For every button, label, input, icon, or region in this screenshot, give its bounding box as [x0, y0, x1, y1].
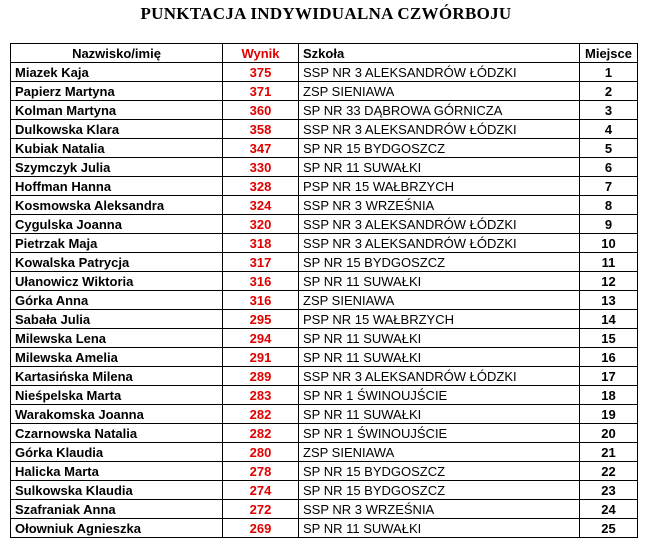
- name-cell: Kosmowska Aleksandra: [11, 196, 223, 215]
- name-cell: Kowalska Patrycja: [11, 253, 223, 272]
- name-cell: Dulkowska Klara: [11, 120, 223, 139]
- table-row: [11, 462, 638, 481]
- place-cell: 21: [580, 443, 638, 462]
- school-cell: ZSP SIENIAWA: [299, 443, 580, 462]
- school-cell: ZSP SIENIAWA: [299, 291, 580, 310]
- table-row: [11, 139, 638, 158]
- table-row: [11, 310, 638, 329]
- score-cell: 330: [223, 158, 299, 177]
- school-cell: SP NR 15 BYDGOSZCZ: [299, 253, 580, 272]
- name-cell: Warakomska Joanna: [11, 405, 223, 424]
- score-cell: 328: [223, 177, 299, 196]
- school-cell: SSP NR 3 ALEKSANDRÓW ŁÓDZKI: [299, 120, 580, 139]
- results-table: [10, 43, 638, 538]
- school-cell: SP NR 11 SUWAŁKI: [299, 272, 580, 291]
- name-cell: Szymczyk Julia: [11, 158, 223, 177]
- school-cell: SP NR 11 SUWAŁKI: [299, 348, 580, 367]
- place-cell: 4: [580, 120, 638, 139]
- school-cell: PSP NR 15 WAŁBRZYCH: [299, 177, 580, 196]
- table-row: [11, 253, 638, 272]
- place-cell: 12: [580, 272, 638, 291]
- place-cell: 15: [580, 329, 638, 348]
- place-cell: 18: [580, 386, 638, 405]
- table-row: [11, 234, 638, 253]
- school-cell: SP NR 11 SUWAŁKI: [299, 329, 580, 348]
- table-row: [11, 272, 638, 291]
- score-cell: 375: [223, 63, 299, 82]
- table-row: [11, 63, 638, 82]
- school-cell: SSP NR 3 ALEKSANDRÓW ŁÓDZKI: [299, 215, 580, 234]
- header-place: Miejsce: [580, 44, 638, 63]
- school-cell: SP NR 1 ŚWINOUJŚCIE: [299, 386, 580, 405]
- place-cell: 7: [580, 177, 638, 196]
- name-cell: Milewska Lena: [11, 329, 223, 348]
- page-title: PUNKTACJA INDYWIDUALNA CZWÓRBOJU: [140, 4, 512, 23]
- school-cell: SP NR 11 SUWAŁKI: [299, 519, 580, 538]
- score-cell: 371: [223, 82, 299, 101]
- score-cell: 280: [223, 443, 299, 462]
- school-cell: SP NR 33 DĄBROWA GÓRNICZA: [299, 101, 580, 120]
- score-cell: 320: [223, 215, 299, 234]
- name-cell: Kolman Martyna: [11, 101, 223, 120]
- table-row: [11, 196, 638, 215]
- name-cell: Milewska Amelia: [11, 348, 223, 367]
- place-cell: 9: [580, 215, 638, 234]
- score-cell: 318: [223, 234, 299, 253]
- school-cell: SSP NR 3 ALEKSANDRÓW ŁÓDZKI: [299, 63, 580, 82]
- table-body: [11, 63, 638, 538]
- school-cell: SSP NR 3 ALEKSANDRÓW ŁÓDZKI: [299, 367, 580, 386]
- header-name: Nazwisko/imię: [11, 44, 223, 63]
- name-cell: Szafraniak Anna: [11, 500, 223, 519]
- table-row: [11, 101, 638, 120]
- table-row: [11, 120, 638, 139]
- name-cell: Pietrzak Maja: [11, 234, 223, 253]
- score-cell: 283: [223, 386, 299, 405]
- score-cell: 316: [223, 291, 299, 310]
- school-cell: SP NR 15 BYDGOSZCZ: [299, 139, 580, 158]
- place-cell: 10: [580, 234, 638, 253]
- place-cell: 20: [580, 424, 638, 443]
- place-cell: 14: [580, 310, 638, 329]
- name-cell: Cygulska Joanna: [11, 215, 223, 234]
- score-cell: 347: [223, 139, 299, 158]
- school-cell: ZSP SIENIAWA: [299, 82, 580, 101]
- name-cell: Miazek Kaja: [11, 63, 223, 82]
- place-cell: 3: [580, 101, 638, 120]
- table-row: [11, 386, 638, 405]
- place-cell: 5: [580, 139, 638, 158]
- place-cell: 13: [580, 291, 638, 310]
- place-cell: 17: [580, 367, 638, 386]
- score-cell: 272: [223, 500, 299, 519]
- place-cell: 16: [580, 348, 638, 367]
- place-cell: 6: [580, 158, 638, 177]
- place-cell: 24: [580, 500, 638, 519]
- name-cell: Sabała Julia: [11, 310, 223, 329]
- score-cell: 317: [223, 253, 299, 272]
- table-row: [11, 348, 638, 367]
- school-cell: SSP NR 3 ALEKSANDRÓW ŁÓDZKI: [299, 234, 580, 253]
- table-row: [11, 500, 638, 519]
- table-row: [11, 215, 638, 234]
- table-row: [11, 443, 638, 462]
- score-cell: 282: [223, 424, 299, 443]
- place-cell: 23: [580, 481, 638, 500]
- school-cell: SSP NR 3 WRZEŚNIA: [299, 500, 580, 519]
- table-row: [11, 405, 638, 424]
- score-cell: 358: [223, 120, 299, 139]
- table-row: [11, 291, 638, 310]
- score-cell: 294: [223, 329, 299, 348]
- table-row: [11, 82, 638, 101]
- header-school: Szkoła: [299, 44, 580, 63]
- table-row: [11, 481, 638, 500]
- name-cell: Nieśpelska Marta: [11, 386, 223, 405]
- name-cell: Halicka Marta: [11, 462, 223, 481]
- place-cell: 11: [580, 253, 638, 272]
- name-cell: Sulkowska Klaudia: [11, 481, 223, 500]
- name-cell: Kubiak Natalia: [11, 139, 223, 158]
- score-cell: 282: [223, 405, 299, 424]
- table-row: [11, 367, 638, 386]
- school-cell: SP NR 15 BYDGOSZCZ: [299, 481, 580, 500]
- table-row: [11, 424, 638, 443]
- name-cell: Czarnowska Natalia: [11, 424, 223, 443]
- score-cell: 289: [223, 367, 299, 386]
- place-cell: 25: [580, 519, 638, 538]
- table-row: [11, 519, 638, 538]
- school-cell: SP NR 11 SUWAŁKI: [299, 405, 580, 424]
- place-cell: 19: [580, 405, 638, 424]
- name-cell: Kartasińska Milena: [11, 367, 223, 386]
- table-row: [11, 329, 638, 348]
- school-cell: SP NR 15 BYDGOSZCZ: [299, 462, 580, 481]
- score-cell: 316: [223, 272, 299, 291]
- school-cell: SP NR 1 ŚWINOUJŚCIE: [299, 424, 580, 443]
- score-cell: 291: [223, 348, 299, 367]
- score-cell: 269: [223, 519, 299, 538]
- score-cell: 360: [223, 101, 299, 120]
- score-cell: 295: [223, 310, 299, 329]
- name-cell: Ołowniuk Agnieszka: [11, 519, 223, 538]
- place-cell: 22: [580, 462, 638, 481]
- score-cell: 324: [223, 196, 299, 215]
- place-cell: 1: [580, 63, 638, 82]
- school-cell: SP NR 11 SUWAŁKI: [299, 158, 580, 177]
- table-header-row: [11, 44, 638, 63]
- table-row: [11, 177, 638, 196]
- name-cell: Papierz Martyna: [11, 82, 223, 101]
- name-cell: Górka Anna: [11, 291, 223, 310]
- score-cell: 278: [223, 462, 299, 481]
- school-cell: SSP NR 3 WRZEŚNIA: [299, 196, 580, 215]
- score-cell: 274: [223, 481, 299, 500]
- name-cell: Ułanowicz Wiktoria: [11, 272, 223, 291]
- name-cell: Hoffman Hanna: [11, 177, 223, 196]
- name-cell: Górka Klaudia: [11, 443, 223, 462]
- place-cell: 2: [580, 82, 638, 101]
- place-cell: 8: [580, 196, 638, 215]
- table-row: [11, 158, 638, 177]
- school-cell: PSP NR 15 WAŁBRZYCH: [299, 310, 580, 329]
- header-score: Wynik: [223, 44, 299, 63]
